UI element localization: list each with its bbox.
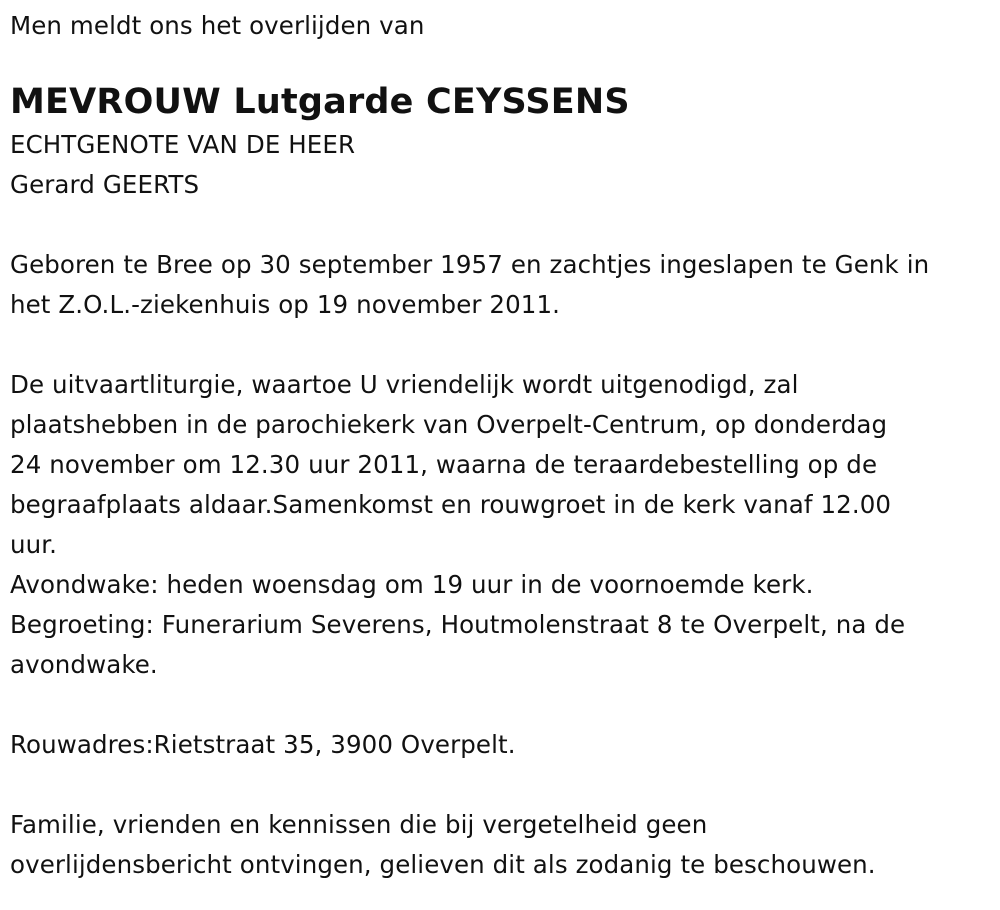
paragraph-line: Geboren te Bree op 30 september 1957 en zachtjes ingeslapen te Genk in — [10, 250, 930, 279]
birth-death-paragraph — [10, 245, 995, 325]
paragraph-line: begraafplaats aldaar.Samenkomst en rouwgroet in de kerk vanaf 12.00 — [10, 490, 892, 519]
deceased-name: MEVROUW Lutgarde CEYSSENS — [10, 82, 630, 122]
funeral-paragraph — [10, 365, 995, 565]
paragraph-line: De uitvaartliturgie, waartoe U vriendelijk wordt uitgenodigd, zal — [10, 370, 799, 399]
wake-text: Avondwake: heden woensdag om 19 uur in de voornoemde kerk. — [10, 570, 814, 599]
mourning-address: Rouwadres:Rietstraat 35, 3900 Overpelt. — [10, 730, 516, 759]
visitation-paragraph — [10, 605, 995, 685]
paragraph-line: Begroeting: Funerarium Severens, Houtmolenstraat 8 te Overpelt, na de — [10, 610, 906, 639]
spacer — [10, 325, 995, 365]
paragraph-line: plaatshebben in de parochiekerk van Overpelt-Centrum, op donderdag — [10, 410, 888, 439]
intro-text: Men meldt ons het overlijden van — [10, 11, 425, 40]
relation-text: ECHTGENOTE VAN DE HEER — [10, 130, 356, 159]
spouse-name: Gerard GEERTS — [10, 170, 200, 199]
spacer — [10, 765, 995, 805]
paragraph-line: uur. — [10, 530, 58, 559]
spacer — [10, 205, 995, 245]
paragraph-line: 24 november om 12.30 uur 2011, waarna de teraardebestelling op de — [10, 450, 878, 479]
paragraph-line: avondwake. — [10, 650, 158, 679]
death-notice — [10, 6, 995, 885]
spacer — [10, 685, 995, 725]
paragraph-line: het Z.O.L.-ziekenhuis op 19 november 2011. — [10, 290, 561, 319]
closing-paragraph — [10, 805, 995, 885]
paragraph-line: overlijdensbericht ontvingen, gelieven dit als zodanig te beschouwen. — [10, 850, 876, 879]
paragraph-line: Familie, vrienden en kennissen die bij vergetelheid geen — [10, 810, 708, 839]
